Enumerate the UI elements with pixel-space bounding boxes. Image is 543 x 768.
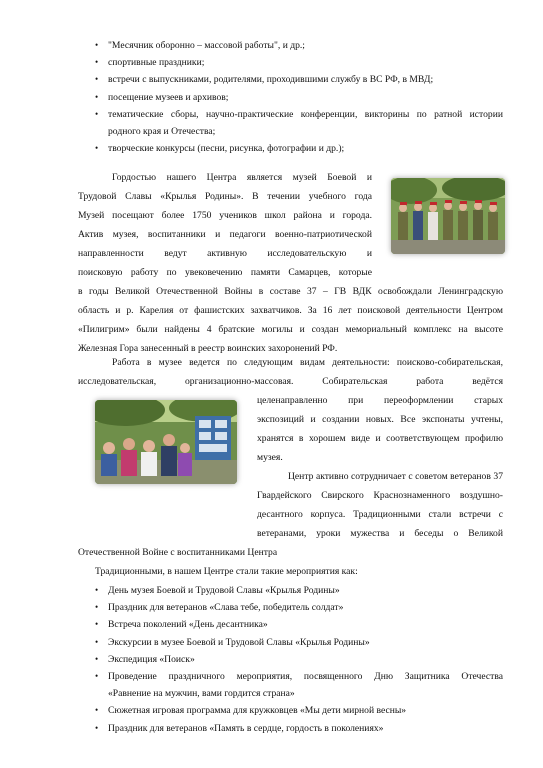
list-item-text: Встреча поколений «День десантника» [108,619,268,631]
list-item-text: Экспедиция «Поиск» [108,653,195,665]
list-item [95,37,503,54]
list-item [95,599,503,616]
list-item [95,668,503,702]
text-line: область и р. Карелия от фашистских захватчиков. За 16 лет поисковой деятельности Центром [78,305,503,316]
cadets-photo [391,178,505,254]
text-line: ветеранами, уроки мужества и беседы о Великой [257,528,503,539]
text-line: Актив музея, воспитанники и педагоги военно-патриотической [78,229,372,240]
list-item-text: встречи с выпускниками, родителями, проходившими службу в ВС РФ, в МВД; [108,74,434,86]
text-line: в годы Великой Отечественной Войны в составе 37 – ГВ ВДК освобождали Ленинградскую [78,286,503,297]
list-item [95,702,503,719]
text-line: Центр активно сотрудничает с советом ветеранов 37 [288,471,503,482]
text-line: десантного корпуса. Традиционными стали встречи с [257,509,503,520]
children-exposition-photo [95,400,237,484]
text-line: направленности ведут активную исследовательскую и [78,248,372,259]
list-item [95,106,503,140]
text-line: Музей посещают более 1750 учеников школ района и города. [78,210,372,221]
text-line: хранятся в хорошем виде и соответствующем профилю [257,433,503,444]
list-item-text: спортивные праздники; [108,57,205,69]
text-line: Традиционными, в нашем Центре стали такие мероприятия как: [95,566,358,577]
list-item-text: Экскурсии в музее Боевой и Трудовой Славы «Крылья Родины» [108,636,370,648]
text-line: исследовательская, организационно-массовая. Собирательская работа ведётся [78,376,503,387]
list-item-text: • Проведение праздничного мероприятия, посвященного Дню Защитника Отечества [108,671,503,683]
list-item [95,720,503,737]
list-item [95,634,503,651]
list-item [95,89,503,106]
text-line: Гордостью нашего Центра является музей Боевой и [112,172,372,183]
list-item-text-cont: «Равнение на мужчин, вами гордится страна» [108,688,295,700]
text-line: Гвардейского Свирского Краснознаменного воздушно- [257,490,503,501]
list-item-text: "Месячник оборонно – массовой работы", и др.; [108,40,305,51]
list-item [95,140,503,157]
list-item [95,71,503,88]
list-item [95,54,503,71]
list-item-text-cont: родного края и Отечества; [108,126,216,138]
list-item [95,651,503,668]
events-list [95,582,503,737]
list-item [95,616,503,633]
list-item-text: посещение музеев и архивов; [108,91,229,103]
list-item [95,582,503,599]
activities-list [95,37,503,157]
text-line: Отечественной Войне с воспитанниками Центра [78,547,278,558]
text-line: Железная Гора занесенный в реестр воинских захоронений РФ. [78,343,338,354]
text-line: «Пилигрим» были найдены 4 братские могилы и создан мемориальный комплекс на высоте [78,324,503,335]
text-line: Трудовой Славы «Крылья Родины». В течении учебного года [78,191,372,202]
list-item-text: Праздник для ветеранов «Слава тебе, победитель солдат» [108,602,344,614]
text-line: музея. [257,452,283,463]
list-item-text: • тематические сборы, научно-практические конференции, викторины по ратной истории [108,108,503,120]
list-item-text: День музея Боевой и Трудовой Славы «Крылья Родины» [108,585,340,596]
list-item-text: Сюжетная игровая программа для кружковцев «Мы дети мирной весны» [108,705,407,717]
text-line: целенаправленно при переоформлении старых [257,395,503,406]
list-item-text: Праздник для ветеранов «Память в сердце, гордость в поколениях» [108,722,384,734]
list-item-text: творческие конкурсы (песни, рисунка, фотографии и др.); [108,143,345,155]
text-line: Работа в музее ведется по следующим видам деятельности: поисково-собирательская, [112,357,503,368]
text-line: поисковую работу по увековечению памяти Самарцев, которые [78,267,372,278]
text-line: экспозиций и создании новых. Все экспонаты учтены, [257,414,503,425]
